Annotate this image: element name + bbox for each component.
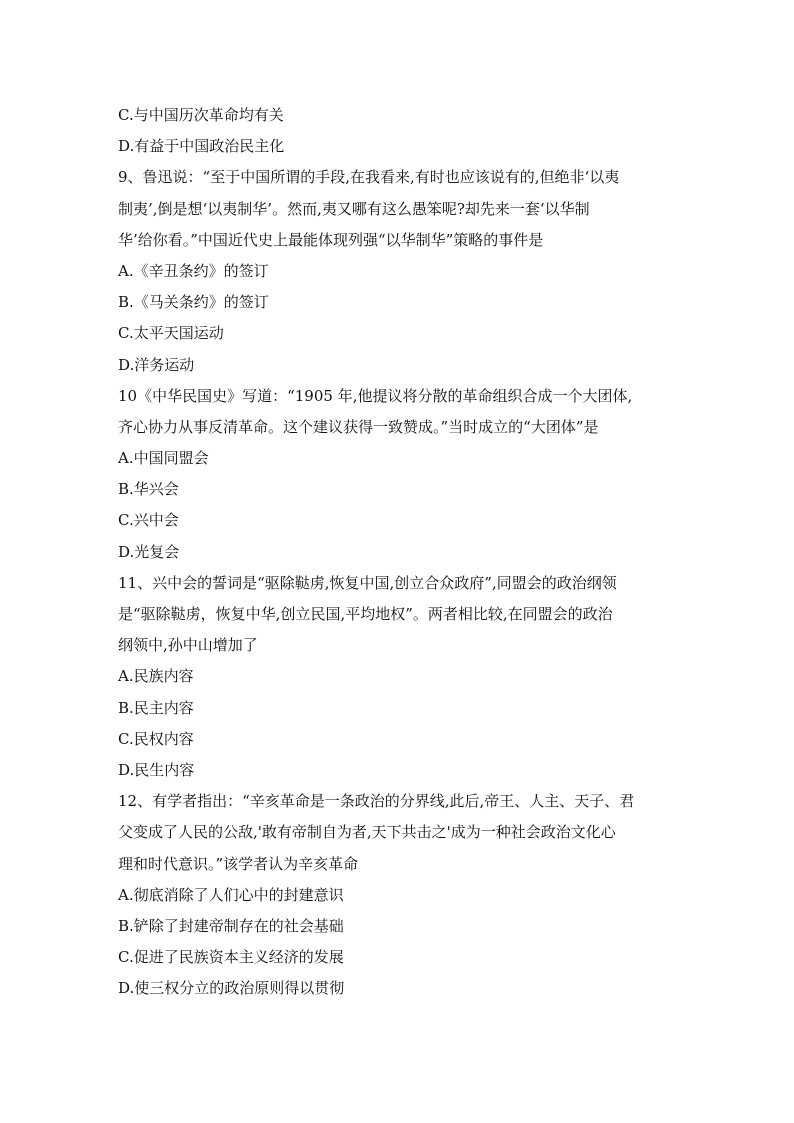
option-line: C.民权内容 [118, 729, 194, 748]
question-9-line: 制夷’,倒是想‘以夷制华’。然而,夷又哪有这么愚笨呢?却先来一套‘以华制 [118, 199, 590, 218]
option-line: B.民主内容 [118, 698, 194, 717]
option-line: A.民族内容 [118, 667, 194, 686]
question-11-line: 是“驱除鞑虏，恢复中华,创立民国,平均地权”。两者相比较,在同盟会的政治 [118, 605, 613, 623]
option-line: D.洋务运动 [118, 355, 195, 374]
option-line: C.太平天国运动 [118, 324, 224, 343]
question-9-line: 华’给你看。”中国近代史上最能体现列强“以华制华”策略的事件是 [118, 230, 544, 249]
option-line: D.民生内容 [118, 760, 195, 779]
question-12-line: 理和时代意识。”该学者认为辛亥革命 [118, 854, 359, 873]
option-line: C.兴中会 [118, 511, 179, 530]
option-line: B.《马关条约》的签订 [118, 293, 269, 312]
option-line: A.《辛丑条约》的签订 [118, 261, 269, 280]
option-line: D.光复会 [118, 542, 180, 561]
question-10-line: 10《中华民国史》写道：“1905 年,他提议将分散的革命组织合成一个大团体, [118, 386, 633, 405]
question-11-line: 纲领中,孙中山增加了 [118, 636, 258, 655]
option-line: C.与中国历次革命均有关 [118, 106, 284, 124]
option-line: D.使三权分立的政治原则得以贯彻 [118, 979, 345, 998]
option-line: A.彻底消除了人们心中的封建意识 [118, 885, 344, 904]
question-11-line: 11、兴中会的誓词是“驱除鞑虏,恢复中国,创立合众政府”,同盟会的政治纲领 [118, 573, 617, 592]
question-text-block [118, 100, 678, 1004]
question-9-line: 9、鲁迅说：“至于中国所谓的手段,在我看来,有时也应该说有的,但绝非‘以夷 [118, 168, 620, 187]
question-12-line: 父变成了人民的公敌,'敢有帝制自为者,天下共击之'成为一种社会政治文化心 [118, 823, 616, 842]
option-line: D.有益于中国政治民主化 [118, 137, 285, 156]
question-10-line: 齐心协力从事反清革命。这个建议获得一致赞成。”当时成立的“大团体”是 [118, 417, 599, 436]
option-line: C.促进了民族资本主义经济的发展 [118, 948, 344, 967]
option-line: B.铲除了封建帝制存在的社会基础 [118, 916, 344, 935]
option-line: A.中国同盟会 [118, 449, 209, 468]
option-line: B.华兴会 [118, 480, 179, 499]
question-12-line: 12、有学者指出：“辛亥革命是一条政治的分界线,此后,帝王、人主、天子、君 [118, 792, 635, 811]
